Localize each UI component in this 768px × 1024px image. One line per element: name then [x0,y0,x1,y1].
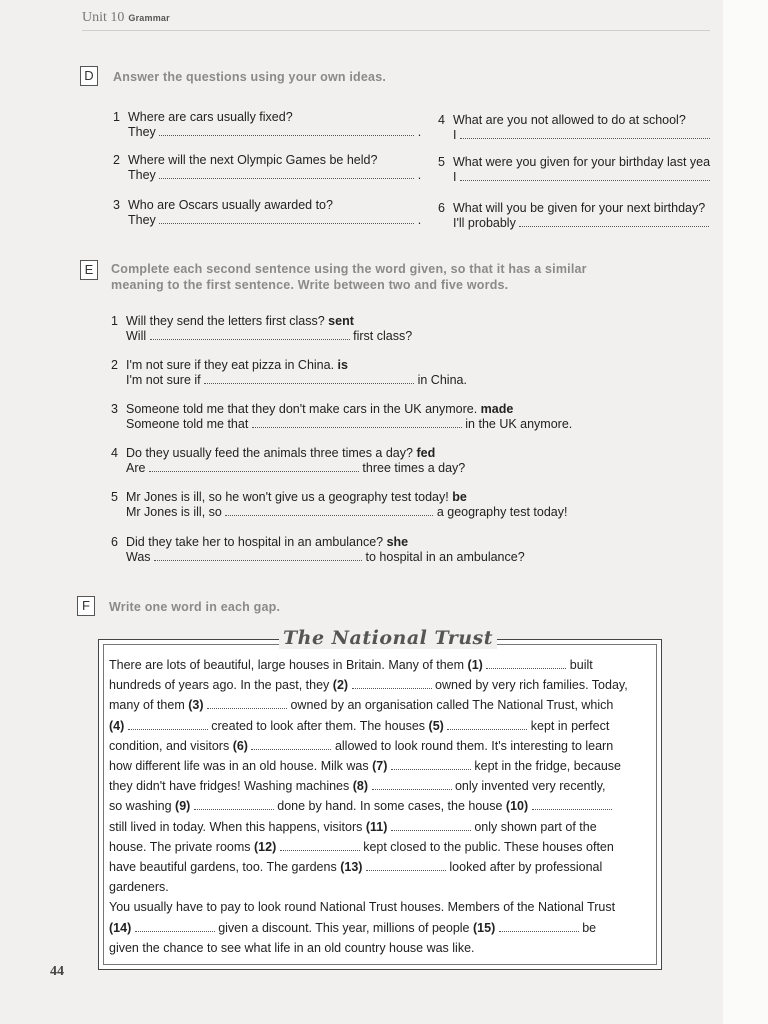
answer-blank[interactable] [519,216,709,227]
text-line: have beautiful gardens, too. The gardens (13) looked after by professional [109,860,603,875]
section-e-instruction-line1: Complete each second sentence using the word given, so that it has a similar [111,262,587,276]
question-number: 2 [113,153,120,167]
answer-prefix: I [453,128,457,142]
gap-blank[interactable] [352,678,432,689]
gap-blank[interactable] [486,658,566,669]
item-sentence: Mr Jones is ill, so he won't give us a geography test today! [126,490,449,504]
gap-blank[interactable] [128,719,208,730]
answer-prefix: Mr Jones is ill, so [126,505,222,519]
answer-suffix: first class? [353,329,413,343]
answer-prefix: They [128,168,156,182]
question-text: What were you given for your birthday last yea [453,155,711,169]
gap-blank[interactable] [135,921,215,932]
gap-number: (6) [232,738,248,753]
question-text: What will you be given for your next birthday? [453,201,706,215]
item-number: 1 [111,314,118,328]
item-keyword: is [337,358,348,372]
text-line: house. The private rooms (12) kept closed to the public. These houses often [109,839,614,854]
answer-blank[interactable] [460,170,710,181]
item-keyword: fed [416,446,436,460]
answer-prefix: I'll probably [453,216,516,230]
gap-number: (5) [428,718,444,733]
gap-number: (12) [254,839,277,854]
gap-number: (13) [340,860,363,875]
item-number: 2 [111,358,118,372]
item-number: 5 [111,490,118,504]
gap-blank[interactable] [447,719,527,730]
gap-blank[interactable] [194,799,274,810]
answer-prefix: I'm not sure if [126,373,201,387]
answer-blank[interactable] [252,417,462,428]
reading-text [109,655,654,958]
answer-suffix: in China. [417,373,467,387]
gap-number: (3) [188,698,204,713]
question-text: Where are cars usually fixed? [128,110,293,124]
text-line: (14) given a discount. This year, millions of people (15) be [109,920,597,935]
question-number: 5 [438,155,445,169]
question-number: 1 [113,110,120,124]
text-line: You usually have to pay to look round National Trust houses. Members of the National Trust [109,900,616,915]
answer-suffix: . [417,125,422,139]
page-number: 44 [50,964,64,979]
section-d-letter: D [80,66,98,86]
item-sentence: Someone told me that they don't make cars in the UK anymore. [126,402,478,416]
item-keyword: sent [328,314,354,328]
gap-blank[interactable] [499,921,579,932]
question-number: 3 [113,198,120,212]
reading-title: The National Trust [279,627,497,649]
answer-suffix: in the UK anymore. [465,417,573,431]
item-keyword: be [452,490,467,504]
answer-prefix: I [453,170,457,184]
section-label: Grammar [128,13,170,23]
text-line: how different life was in an old house. Milk was (7) kept in the fridge, because [109,759,621,774]
gap-number: (7) [372,759,388,774]
answer-prefix: Was [126,550,151,564]
answer-blank[interactable] [460,128,710,139]
answer-suffix: . [417,213,422,227]
gap-blank[interactable] [391,820,471,831]
question-text: Who are Oscars usually awarded to? [128,198,333,212]
section-d-instruction: Answer the questions using your own ideas. [113,70,387,84]
gap-blank[interactable] [207,698,287,709]
answer-blank[interactable] [225,505,433,516]
text-line: given the chance to see what life in an old country house was like. [109,940,475,955]
answer-blank[interactable] [159,168,414,179]
page-header [82,9,170,26]
item-sentence: Will they send the letters first class? [126,314,325,328]
gap-blank[interactable] [366,860,446,871]
scan-edge [723,0,768,1024]
gap-number: (14) [109,920,132,935]
item-sentence: Did they take her to hospital in an ambulance? [126,535,384,549]
text-line: hundreds of years ago. In the past, they (2) owned by very rich families. Today, [109,678,628,693]
gap-blank[interactable] [532,799,612,810]
gap-number: (10) [505,799,529,814]
gap-number: (8) [352,779,369,794]
item-keyword: she [386,535,409,549]
answer-blank[interactable] [154,550,362,561]
answer-suffix: . [417,168,422,182]
gap-blank[interactable] [391,759,471,770]
answer-suffix: three times a day? [362,461,466,475]
answer-blank[interactable] [149,461,359,472]
question-text: Where will the next Olympic Games be held? [128,153,378,167]
text-line: still lived in today. When this happens, visitors (11) only shown part of the [109,819,597,834]
answer-blank[interactable] [204,373,414,384]
text-line: so washing (9) done by hand. In some cases, the house (10) [109,796,654,816]
question-number: 4 [438,113,445,127]
section-e-instruction-line2: meaning to the first sentence. Write between two and five words. [111,278,509,292]
question-number: 6 [438,201,445,215]
gap-blank[interactable] [372,779,452,790]
unit-label: Unit 10 [82,10,125,25]
item-sentence: I'm not sure if they eat pizza in China. [126,358,335,372]
section-f-instruction: Write one word in each gap. [109,600,281,614]
answer-prefix: Are [126,461,146,475]
answer-prefix: Will [126,329,147,343]
gap-blank[interactable] [251,739,331,750]
text-line: they didn't have fridges! Washing machines (8) only invented very recently, [109,779,606,794]
answer-suffix: a geography test today! [436,505,568,519]
answer-suffix: to hospital in an ambulance? [365,550,525,564]
answer-prefix: They [128,213,156,227]
answer-blank[interactable] [150,329,350,340]
item-number: 3 [111,402,118,416]
header-rule [82,30,710,31]
answer-blank[interactable] [159,125,414,136]
gap-blank[interactable] [280,840,360,851]
gap-number: (1) [467,658,483,672]
text-line: There are lots of beautiful, large houses in Britain. Many of them (1) built [109,658,593,672]
text-line: many of them (3) owned by an organisation called The National Trust, which [109,698,614,713]
section-e-letter: E [80,260,98,280]
answer-blank[interactable] [159,213,414,224]
question-text: What are you not allowed to do at school? [453,113,686,127]
answer-prefix: They [128,125,156,139]
gap-number: (11) [365,819,388,834]
text-line: condition, and visitors (6) allowed to look round them. It's interesting to learn [109,738,614,753]
gap-number: (15) [473,920,496,935]
gap-number: (2) [332,678,349,693]
text-line: gardeners. [109,880,169,895]
item-sentence: Do they usually feed the animals three times a day? [126,446,413,460]
text-line: (4) created to look after them. The houses (5) kept in perfect [109,718,610,733]
answer-prefix: Someone told me that [126,417,249,431]
section-f-letter: F [77,596,95,616]
item-keyword: made [480,402,514,416]
gap-number: (9) [175,799,191,814]
item-number: 4 [111,446,118,460]
item-number: 6 [111,535,118,549]
gap-number: (4) [109,718,125,733]
